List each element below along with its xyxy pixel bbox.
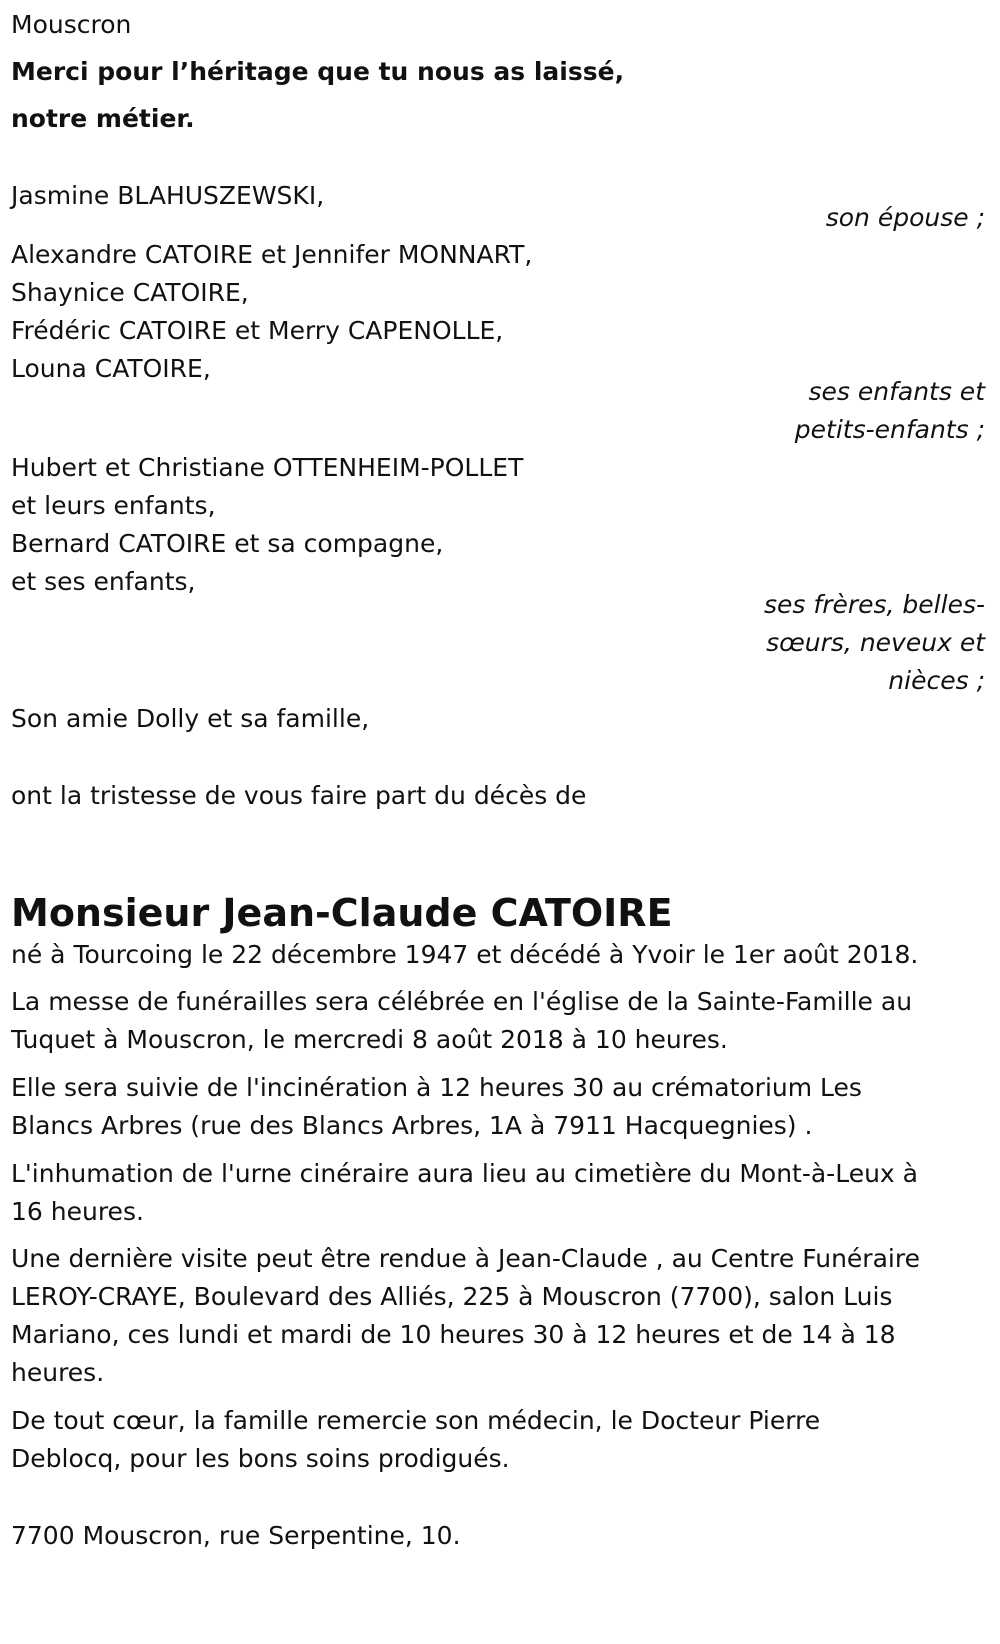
visit-text: Mariano, ces lundi et mardi de 10 heures 30 à 12 heures et de 14 à 18 [11,1320,896,1349]
children-role-line-1: ses enfants et [808,377,985,406]
tribute-line-1: Merci pour l’héritage que tu nous as laissé, [11,57,625,86]
siblings-role-line-2: sœurs, neveux et [766,628,985,657]
child-name: Louna CATOIRE, [11,354,211,383]
visit-text: LEROY-CRAYE, Boulevard des Alliés, 225 à Mouscron (7700), salon Luis [11,1282,893,1311]
siblings-role-line-1: ses frères, belles- [764,590,985,619]
sibling-name: et ses enfants, [11,567,196,596]
sibling-name: et leurs enfants, [11,491,216,520]
child-name: Frédéric CATOIRE et Merry CAPENOLLE, [11,316,504,345]
cremation-text: Elle sera suivie de l'incinération à 12 heures 30 au crématorium Les [11,1073,862,1102]
child-name: Shaynice CATOIRE, [11,278,249,307]
sibling-name: Bernard CATOIRE et sa compagne, [11,529,444,558]
friend-name: Son amie Dolly et sa famille, [11,704,370,733]
burial-text: L'inhumation de l'urne cinéraire aura lieu au cimetière du Mont-à-Leux à [11,1159,918,1188]
cremation-text: Blancs Arbres (rue des Blancs Arbres, 1A à 7911 Hacquegnies) . [11,1111,813,1140]
visit-text: Une dernière visite peut être rendue à Jean-Claude , au Centre Funéraire [11,1244,920,1273]
thanks-text: De tout cœur, la famille remercie son médecin, le Docteur Pierre [11,1406,821,1435]
announcement-text: ont la tristesse de vous faire part du décès de [11,781,587,810]
visit-text: heures. [11,1358,105,1387]
birth-death-text: né à Tourcoing le 22 décembre 1947 et décédé à Yvoir le 1er août 2018. [11,940,919,969]
spouse-role: son épouse ; [825,203,985,232]
mass-text: La messe de funérailles sera célébrée en l'église de la Sainte-Famille au [11,987,913,1016]
sibling-name: Hubert et Christiane OTTENHEIM-POLLET [11,453,524,482]
child-name: Alexandre CATOIRE et Jennifer MONNART, [11,240,533,269]
spouse-name: Jasmine BLAHUSZEWSKI, [11,181,325,210]
city-heading: Mouscron [11,10,132,39]
family-address: 7700 Mouscron, rue Serpentine, 10. [11,1521,461,1550]
mass-text: Tuquet à Mouscron, le mercredi 8 août 2018 à 10 heures. [11,1025,728,1054]
siblings-role-line-3: nièces ; [888,666,985,695]
thanks-text: Deblocq, pour les bons soins prodigués. [11,1444,510,1473]
children-role-line-2: petits-enfants ; [794,415,985,444]
deceased-name: Monsieur Jean-Claude CATOIRE [11,891,673,935]
burial-text: 16 heures. [11,1197,144,1226]
tribute-line-2: notre métier. [11,104,195,133]
